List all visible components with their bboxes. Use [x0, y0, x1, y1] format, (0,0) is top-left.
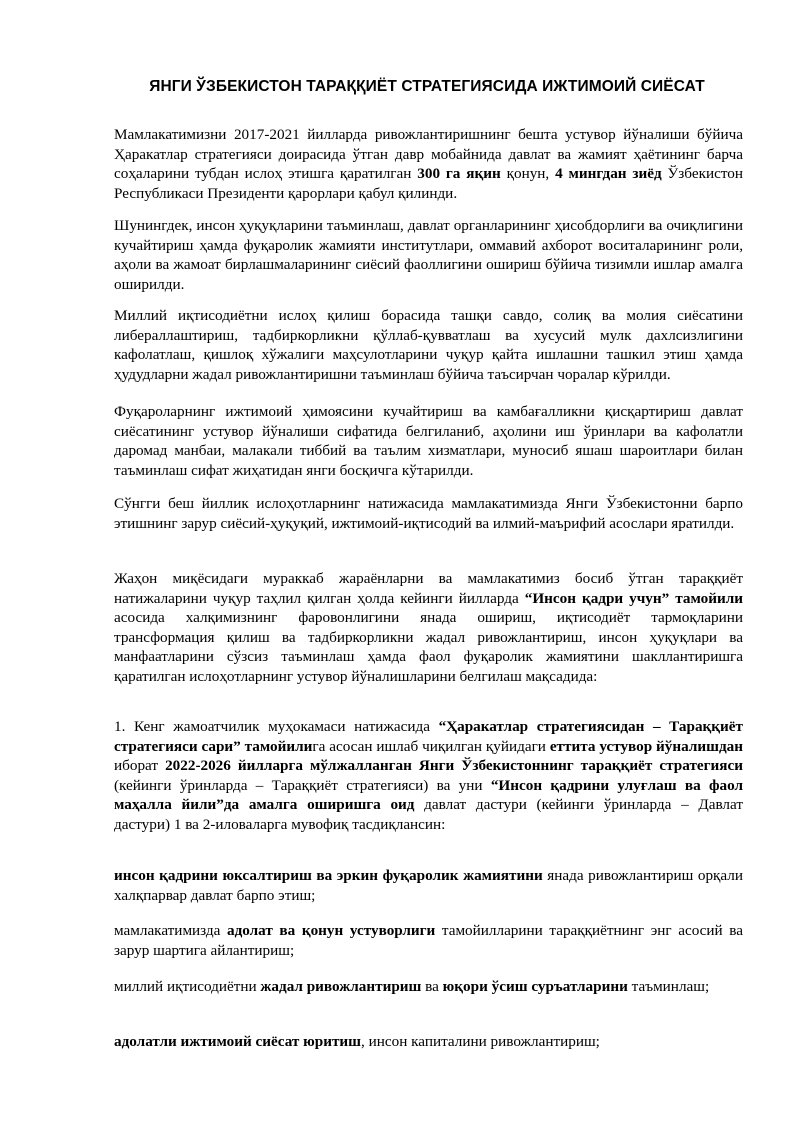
paragraph-reforms-count [114, 125, 743, 203]
bold-text: 4 мингдан зиёд [555, 165, 662, 183]
bold-text: жадал ривожлантириш [260, 978, 422, 995]
bold-text: “Инсон қадри учун” тамойили [524, 589, 743, 607]
bold-text: юқори ўсиш суръатларини [442, 978, 628, 995]
paragraph-economy: Миллий иқтисодиётни ислоҳ қилиш борасида ташқи савдо, солиқ ва молия сиёсатини либераллаштириш, тадбиркорликни қўллаб-қувватлаш ва хусусий мулк дахлсизлигини кафолатлаш, қишлоқ хўжалиги маҳсулотларини чуқур қайта ишлашни ташкил этиш ҳамда ҳудудларни жадал ривожлантиришни таъминлаш бўйича таъсирчан чоралар кўрилди. [114, 307, 743, 383]
text: (кейинги ўринларда – Тараққиёт стратегияси) ва уни [114, 776, 491, 794]
text: 1. Кенг жамоатчилик муҳокамаси натижасида [114, 718, 439, 735]
bold-text: инсон қадрини юксалтириш ва эркин фуқаролик жамиятини [114, 867, 543, 884]
text: таъминлаш; [627, 978, 710, 995]
list-item-civil-society [114, 866, 743, 905]
bold-text: 300 га яқин [417, 165, 501, 183]
text: давлат дастури (кейинги ўринларда – Давлат дастури) 1 ва 2-иловаларга мувофиқ тасдиқлансин: [114, 796, 743, 833]
text: га асосан ишлаб чиқилган қуйидаги [312, 737, 550, 755]
text: Жаҳон миқёсидаги мураккаб жараёнларни ва мамлакатимиз босиб ўтган тараққиёт натижаларини чуқур таҳлил қилган ҳолда кейинги йилларда [114, 570, 743, 607]
text: асосида халқимизнинг фаровонлигини янада ошириш, иқтисодиёт тармоқларини трансформация қилиш ва тадбиркорликни жадал ривожлантириш, инсон ҳуқуқлари ва манфаатларини сўзсиз таъминлаш ҳамда фаол фуқаролик жамиятини шакллантиришга қаратилган ислоҳотларнинг устувор йўналишларини белгилаш мақсадида: [114, 609, 743, 685]
list-item-social-policy [114, 1032, 743, 1052]
paragraph-results: Сўнгги беш йиллик ислоҳотларнинг натижасида мамлакатимизда Янги Ўзбекистонни барпо этишнинг зарур сиёсий-ҳуқуқий, ижтимоий-иқтисодий ва илмий-маърифий асослари яратилди. [114, 495, 743, 532]
text: ва [421, 978, 443, 995]
paragraph-goals [114, 569, 743, 687]
paragraph-social-protection: Фуқароларнинг ижтимоий ҳимоясини кучайтириш ва камбағалликни қисқартириш давлат сиёсатининг устувор йўналиши сифатида белгиланиб, аҳолини иш ўринлари ва кафолатли даромад манбаи, малакали тиббий ва таълим хизматлари, муносиб яшаш шароитлари билан таъминлаш сифат жиҳатидан янги босқичга кўтарилди. [114, 403, 743, 479]
list-item-economy-growth [114, 977, 743, 997]
bold-text: еттита устувор йўналишдан [549, 737, 743, 755]
list-item-justice [114, 921, 743, 960]
bold-text: “Ҳаракатлар стратегиясидан – Тараққиёт стратегияси сари” тамойили [114, 718, 743, 755]
document-title: ЯНГИ ЎЗБЕКИСТОН ТАРАҚҚИЁТ СТРАТЕГИЯСИДА ИЖТИМОИЙ СИЁСАТ [149, 78, 705, 95]
paragraph-decree-1 [114, 717, 743, 835]
text: , инсон капиталини ривожлантириш; [361, 1033, 600, 1050]
text: янада ривожлантириш орқали халқпарвар давлат барпо этиш; [114, 867, 743, 904]
paragraph-human-rights: Шунингдек, инсон ҳуқуқларини таъминлаш, давлат органларининг ҳисобдорлиги ва очиқлигини кучайтириш ҳамда фуқаролик жамияти институтлари, оммавий ахборот воситаларининг роли, аҳоли ва жамоат бирлашмаларининг сиёсий фаоллигини ошириш бўйича тизимли ишлар амалга оширилди. [114, 217, 743, 293]
text: Мамлакатимизни 2017-2021 йилларда ривожлантиришнинг бешта устувор йўналиши бўйича Ҳаракатлар стратегияси доирасида ўтган давр мобайнида давлат ва жамият ҳаётининг барча соҳаларини тубдан ислоҳ этишга қаратилган [114, 126, 743, 183]
text: қонун, [500, 165, 556, 183]
text: иборат [114, 757, 166, 775]
bold-text: адолатли ижтимоий сиёсат юритиш [114, 1033, 362, 1050]
text: Ўзбекистон Республикаси Президенти қарорлари қабул қилинди. [114, 165, 743, 202]
text: тамойилларини тараққиётнинг энг асосий ва зарур шартига айлантириш; [114, 922, 743, 959]
bold-text: адолат ва қонун устуворлиги [226, 922, 436, 939]
text: миллий иқтисодиётни [114, 978, 261, 995]
bold-text: 2022-2026 йилларга мўлжалланган Янги Ўзбекистоннинг тараққиёт стратегияси [165, 757, 743, 775]
bold-text: “Инсон қадрини улуғлаш ва фаол маҳалла йили”да амалга оширишга оид [114, 776, 743, 814]
text: мамлакатимизда [114, 922, 227, 939]
